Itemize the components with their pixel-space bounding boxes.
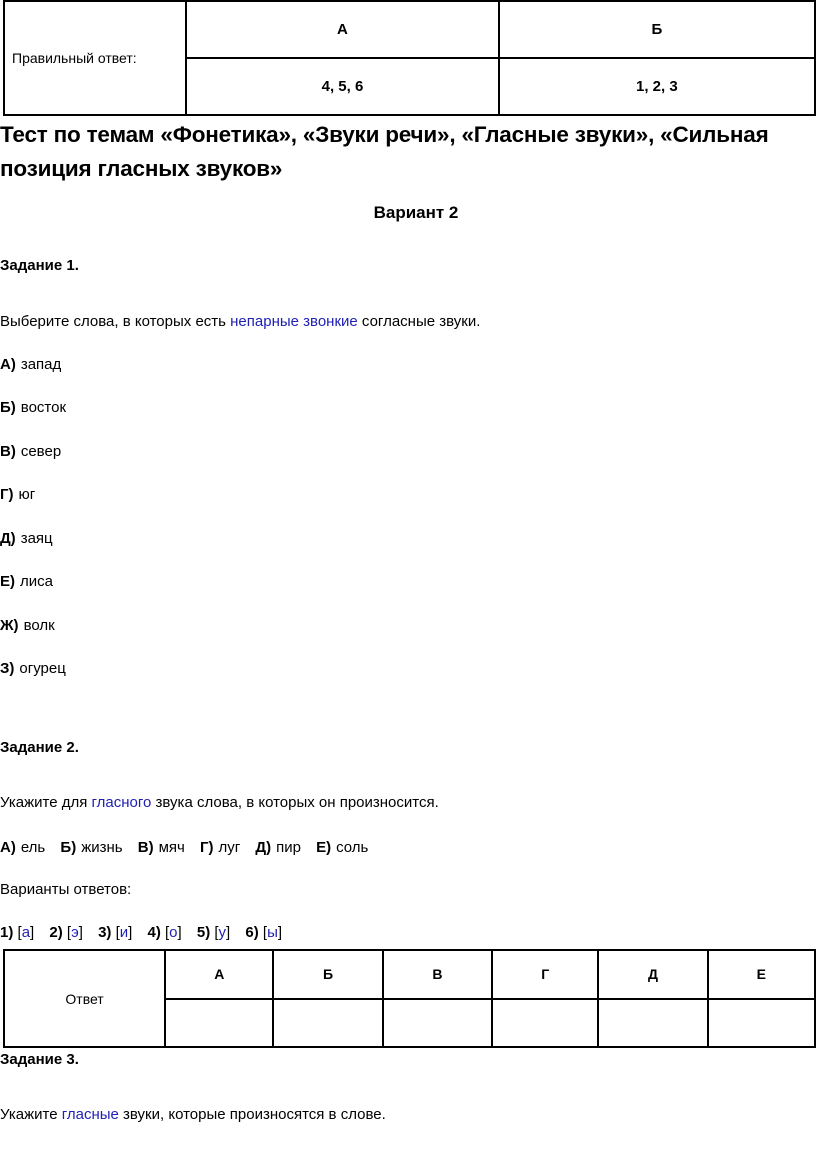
task1-prompt-after: согласные звуки. — [357, 313, 481, 330]
option-word: заяц — [20, 530, 53, 547]
task2-table-header: В — [383, 950, 492, 999]
answer-sound: и — [119, 924, 129, 941]
option-letter: Д) — [0, 530, 16, 547]
variant-heading: Вариант 2 — [373, 203, 459, 222]
task3-prompt-after: звуки, которые произносятся в слове. — [118, 1106, 386, 1123]
option-word: волк — [23, 617, 55, 634]
task3-prompt-before: Укажите — [0, 1106, 62, 1123]
answer-num: 5) — [196, 924, 211, 941]
task2-answer-cell[interactable] — [492, 999, 598, 1048]
task1-option — [0, 617, 55, 634]
task2-table-label: Ответ — [4, 950, 165, 1047]
task2-table-header: Е — [708, 950, 815, 999]
option-word: восток — [20, 399, 67, 416]
task1-option — [0, 530, 53, 547]
option-word: огурец — [19, 660, 66, 677]
word-letter: А) — [0, 839, 16, 856]
answer-table — [3, 0, 816, 116]
word-letter: Д) — [255, 839, 272, 856]
answer-value-a: 4, 5, 6 — [186, 58, 498, 115]
task1-option — [0, 356, 61, 373]
task2-prompt-after: звука слова, в которых он произносится. — [151, 794, 439, 811]
word-letter: Е) — [316, 839, 332, 856]
answer-num: 2) — [49, 924, 63, 941]
word: ель — [20, 839, 46, 856]
task2-table-header: Д — [598, 950, 707, 999]
answer-sound: у — [218, 924, 227, 941]
answer-num: 6) — [245, 924, 259, 941]
task1-heading: Задание 1. — [0, 257, 79, 274]
word: соль — [336, 839, 369, 856]
task1-prompt-before: Выберите слова, в которых есть — [0, 313, 231, 330]
answer-num: 1) — [0, 924, 14, 941]
task2-answer-cell[interactable] — [708, 999, 815, 1048]
task2-prompt — [0, 794, 439, 811]
word: мяч — [158, 839, 185, 856]
task1-prompt-highlight: непарные звонкие — [230, 313, 358, 330]
task1-option — [0, 573, 53, 590]
answer-num: 4) — [147, 924, 161, 941]
task2-answer-cell[interactable] — [273, 999, 382, 1048]
task2-table-header: Г — [492, 950, 598, 999]
answer-header-a: А — [186, 1, 498, 58]
answer-sound: а — [21, 924, 31, 941]
option-letter: А) — [0, 356, 16, 373]
answer-sound: э — [71, 924, 79, 941]
option-letter: Е) — [0, 573, 15, 590]
option-letter: З) — [0, 660, 15, 677]
task2-variants-label: Варианты ответов: — [0, 881, 132, 898]
task2-heading: Задание 2. — [0, 739, 79, 756]
task3-prompt — [0, 1106, 386, 1123]
task2-answer-cell[interactable] — [165, 999, 273, 1048]
option-letter: Г) — [0, 486, 14, 503]
option-letter: Б) — [0, 399, 16, 416]
option-word: юг — [18, 486, 36, 503]
page-title: Тест по темам «Фонетика», «Звуки речи», «Гласные звуки», «Сильная позиция гласных звуков» — [0, 122, 769, 181]
task1-option — [0, 486, 35, 503]
option-word: запад — [20, 356, 62, 373]
option-letter: Ж) — [0, 617, 19, 634]
task3-prompt-highlight: гласные — [61, 1106, 119, 1123]
task2-prompt-highlight: гласного — [91, 794, 152, 811]
answer-header-b: Б — [499, 1, 815, 58]
answer-sound: ы — [267, 924, 278, 941]
task1-option — [0, 443, 61, 460]
task2-answer-cell[interactable] — [598, 999, 707, 1048]
task2-answers: 1) [а] 2) [э] 3) [и] 4) [о] 5) [у] 6) [ы] — [0, 924, 283, 941]
task2-words — [0, 839, 368, 856]
task2-table-header: А — [165, 950, 273, 999]
word: луг — [218, 839, 241, 856]
task1-option — [0, 399, 66, 416]
answer-sound: о — [169, 924, 178, 941]
word-letter: В) — [137, 839, 154, 856]
option-letter: В) — [0, 443, 16, 460]
task2-answer-cell[interactable] — [383, 999, 492, 1048]
word: пир — [276, 839, 301, 856]
word: жизнь — [81, 839, 123, 856]
option-word: север — [20, 443, 62, 460]
task2-table-header: Б — [273, 950, 382, 999]
answer-num: 3) — [98, 924, 112, 941]
task1-option — [0, 660, 66, 677]
task2-prompt-before: Укажите для — [0, 794, 92, 811]
option-word: лиса — [20, 573, 53, 590]
word-letter: Б) — [60, 839, 77, 856]
word-letter: Г) — [200, 839, 214, 856]
task2-answer-table — [3, 949, 816, 1048]
task1-prompt — [0, 313, 480, 330]
task3-heading: Задание 3. — [0, 1051, 79, 1068]
answer-label: Правильный ответ: — [4, 1, 186, 115]
answer-value-b: 1, 2, 3 — [499, 58, 815, 115]
